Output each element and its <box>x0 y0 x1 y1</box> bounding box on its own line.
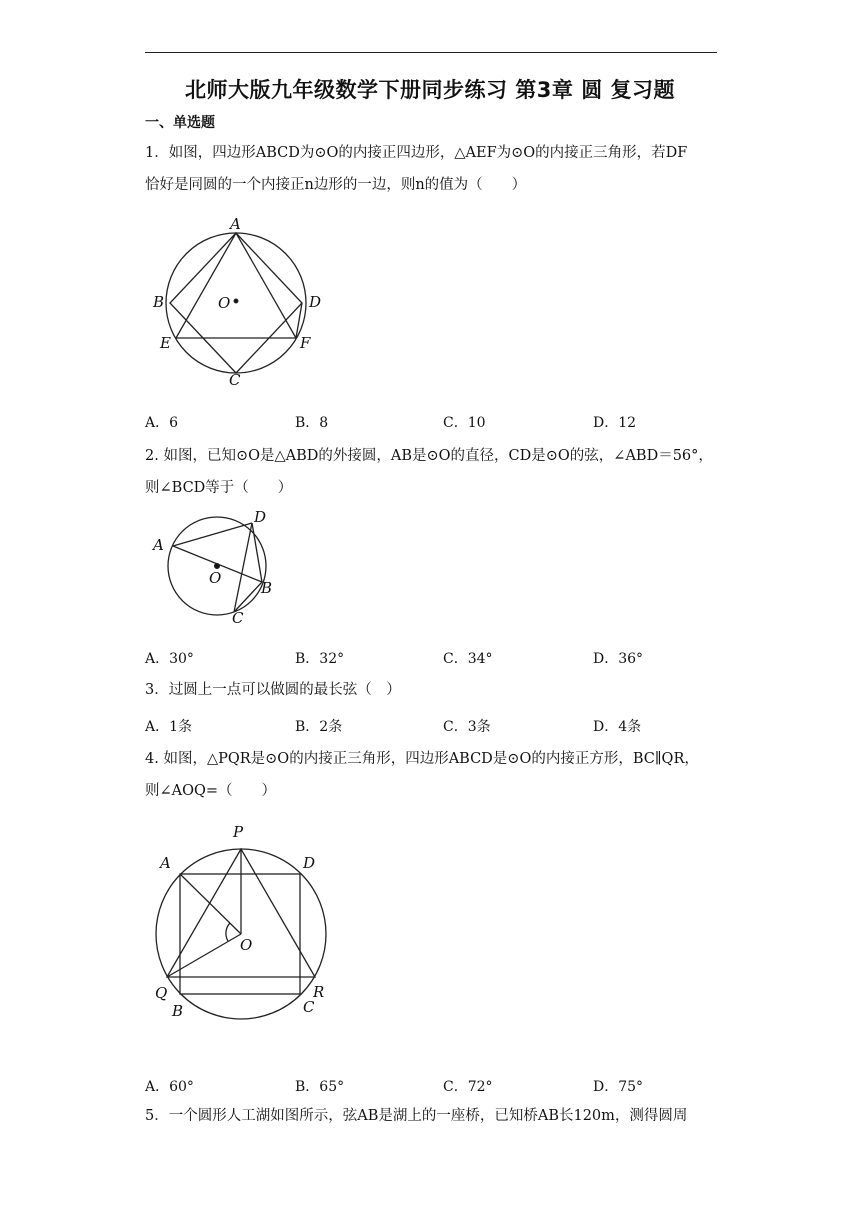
option-d[interactable]: D．75° <box>593 1079 644 1095</box>
chord-ad <box>173 523 252 546</box>
label-o: O <box>240 936 253 954</box>
option-c[interactable]: C．34° <box>443 651 493 667</box>
option-a[interactable]: A．1条 <box>145 719 193 735</box>
center-point <box>234 299 238 303</box>
question-2-line1: 2. 如图，已知⊙O是△ABD的外接圆，AB是⊙O的直径，CD是⊙O的弦，∠ABD＝56°， <box>145 448 713 464</box>
question-4 <box>145 743 720 807</box>
label-a: A <box>160 854 171 872</box>
segment-oq <box>167 934 241 977</box>
options-q1 <box>145 412 745 432</box>
label-r: R <box>313 983 325 1001</box>
option-b[interactable]: B．8 <box>295 415 329 431</box>
question-2 <box>145 440 720 504</box>
label-d: D <box>254 508 267 526</box>
question-5 <box>145 1100 720 1132</box>
label-c: C <box>232 609 244 627</box>
label-p: P <box>233 823 244 841</box>
option-d[interactable]: D．12 <box>593 415 637 431</box>
option-b[interactable]: B．32° <box>295 651 345 667</box>
label-f: F <box>300 334 311 352</box>
question-1-line1: 1．如图，四边形ABCD为⊙O的内接正四边形，△AEF为⊙O的内接正三角形，若DF <box>145 145 688 161</box>
options-q3 <box>145 716 745 736</box>
question-1-line2: 恰好是同圆的一个内接正n边形的一边，则n的值为（ ） <box>145 177 527 193</box>
option-c[interactable]: C．72° <box>443 1079 493 1095</box>
figure-q2 <box>150 510 280 630</box>
label-a: A <box>230 215 241 233</box>
segment-oa <box>180 874 241 934</box>
options-q4 <box>145 1076 745 1096</box>
label-a: A <box>153 536 164 554</box>
option-a[interactable]: A．6 <box>145 415 179 431</box>
question-3 <box>145 674 720 706</box>
label-c: C <box>229 371 241 389</box>
options-q2 <box>145 648 745 668</box>
header-rule <box>145 52 717 53</box>
question-1 <box>145 137 720 201</box>
option-d[interactable]: D．4条 <box>593 719 642 735</box>
question-3-line1: 3．过圆上一点可以做圆的最长弦（ ） <box>145 682 401 698</box>
question-4-line2: 则∠AOQ=（ ） <box>145 783 277 799</box>
label-o: O <box>209 569 222 587</box>
option-a[interactable]: A．60° <box>145 1079 194 1095</box>
label-b: B <box>153 293 165 311</box>
question-4-line1: 4. 如图，△PQR是⊙O的内接正三角形，四边形ABCD是⊙O的内接正方形，BC∥QR， <box>145 751 699 767</box>
chord-cb <box>234 582 262 612</box>
label-c: C <box>303 998 315 1016</box>
label-b: B <box>172 1002 184 1020</box>
option-c[interactable]: C．10 <box>443 415 486 431</box>
label-b: B <box>261 579 273 597</box>
chord-dc <box>234 523 252 612</box>
triangle-aef <box>176 233 296 338</box>
figure-q1 <box>150 210 330 390</box>
question-5-line1: 5．一个圆形人工湖如图所示，弦AB是湖上的一座桥，已知桥AB长120m，测得圆周 <box>145 1108 688 1124</box>
option-d[interactable]: D．36° <box>593 651 644 667</box>
label-q: Q <box>155 984 168 1002</box>
center-point <box>215 564 220 569</box>
label-d: D <box>303 854 316 872</box>
option-a[interactable]: A．30° <box>145 651 194 667</box>
option-b[interactable]: B．2条 <box>295 719 343 735</box>
option-c[interactable]: C．3条 <box>443 719 491 735</box>
chord-db <box>252 523 262 582</box>
section-heading: 一、单选题 <box>145 115 215 131</box>
figure-q4 <box>150 820 340 1025</box>
label-d: D <box>309 293 322 311</box>
label-e: E <box>160 334 171 352</box>
label-o: O <box>218 294 231 312</box>
page-title: 北师大版九年级数学下册同步练习 第3章 圆 复习题 <box>184 78 676 102</box>
angle-arc <box>226 923 230 941</box>
question-2-line2: 则∠BCD等于（ ） <box>145 480 293 496</box>
option-b[interactable]: B．65° <box>295 1079 345 1095</box>
